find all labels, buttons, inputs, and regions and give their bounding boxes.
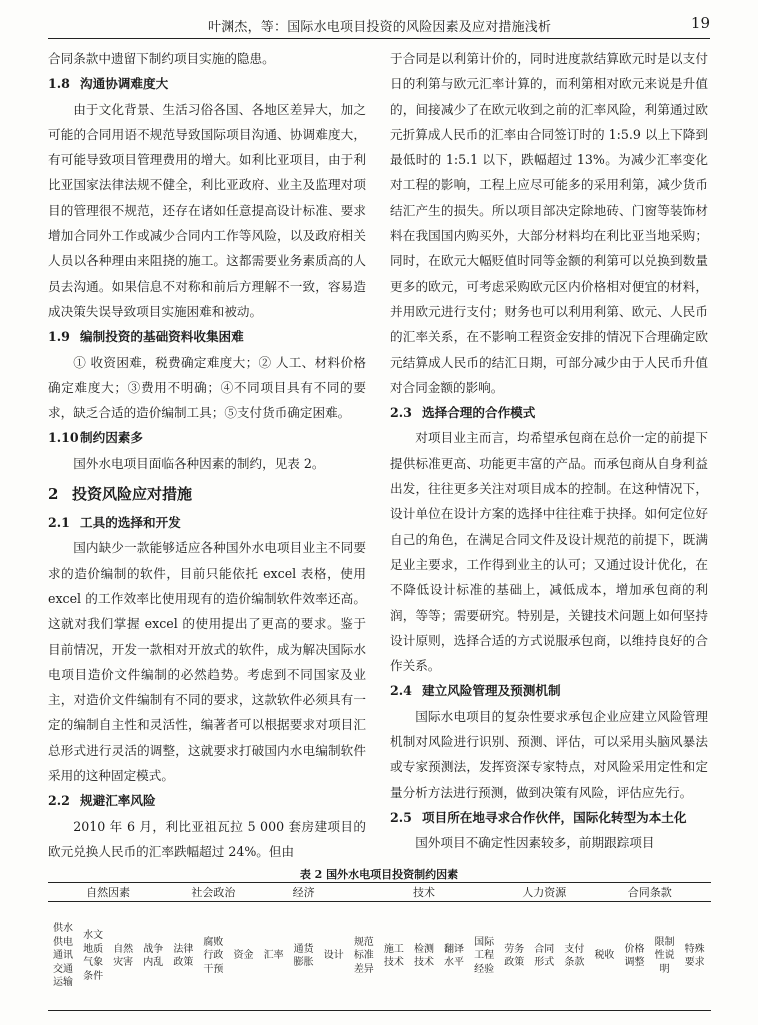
table-cell (469, 902, 499, 1011)
constraint-factors-table (48, 882, 710, 1011)
table-cell (499, 902, 529, 1011)
paragraph: 国内缺少一款能够适应各种国外水电项目业主不同要求的造价编制的软件，目前只能依托 excel 表格，使用 excel 的工作效率比使用现有的造价编制软件效率还高。这就对我们掌握 excel 的使用提出了更高的要求。鉴于目前情况，开发一款相对开放式的软件，成为解决国际水电项目造价文件编制的必然趋势。考虑到不同国家及业主，对造价文件编制有不同的要求，这款软件必须具有一定的编制自主性和灵活性，编著者可以根据要求对项目汇总形式进行灵活的调整，这就要求打破国内水电编制软件采用的这种固定模式。 (48, 540, 366, 784)
table-cell (619, 902, 649, 1011)
section-title: 沟通协调难度大 (80, 76, 169, 92)
table-cell (48, 902, 78, 1011)
table-cell (168, 902, 198, 1011)
paragraph: 由于文化背景、生活习俗各国、各地区差异大，加之可能的合同用语不规范导致国际项目沟通、协调难度大，有可能导致项目管理费用的增大。如利比亚项目，由于利比亚国家法律法规不健全，利比亚政府、业主及监理对项目的管理很不规范，还存在诸如任意提高设计标准、要求增加合同外工作或减少合同内工作等风险，以及政府相关人员以各种理由来阻挠的施工。这都需要业务素质高的人员去沟通。如果信息不对称和前后方理解不一致，容易造成决策失误导致项目实施困难和被动。 (48, 101, 366, 319)
section-heading-1-10 (48, 425, 366, 450)
section-title: 规避汇率风险 (80, 793, 156, 809)
section-title: 编制投资的基础资料收集困难 (80, 329, 244, 345)
section-number: 1.10 (48, 430, 79, 446)
table-cell (379, 902, 409, 1011)
cell-text: 施工 技术 (383, 943, 404, 968)
page-header (48, 10, 710, 38)
cell-text: 翻译 水平 (444, 943, 465, 968)
cell-text: 设计 (323, 950, 344, 962)
section-title: 建立风险管理及预测机制 (422, 683, 561, 699)
cell-text: 劳务 政策 (504, 943, 525, 968)
cell-text: 自然 灾害 (113, 943, 134, 968)
group-header-social-political: 社会政治 (191, 886, 236, 899)
cell-text: 水文 地质 气象 条件 (83, 930, 104, 982)
table-cell (680, 902, 710, 1011)
right-column (390, 46, 708, 856)
paragraph: 对项目业主而言，均希望承包商在总价一定的前提下提供标准更高、功能更丰富的产品。而承包商从自身利益出发，往往更多关注对项目成本的控制。在这种情况下，设计单位在设计方案的选择中往往难于抉择。如何定位好自己的角色，在满足合同文件及设计规范的前提下，既满足业主要求，工作得到业主的认可；又通过设计优化，在不降低设计标准的基础上，减低成本，增加承包商的利润，等等；需要研究。特别是，关键技术问题上如何坚持设计原则，选择合适的方式说服承包商，以维持良好的合作关系。 (390, 430, 708, 674)
section-heading-2-4 (390, 678, 708, 703)
group-header-technical: 技术 (412, 886, 435, 899)
cell-text: 合同 形式 (534, 943, 555, 968)
cell-text: 战争 内乱 (143, 943, 164, 968)
paragraph: 合同条款中遗留下制约项目实施的隐患。 (48, 51, 275, 66)
group-header-contract: 合同条款 (627, 886, 672, 899)
section-number: 2 (48, 485, 59, 504)
paragraph: 2010 年 6 月，利比亚祖瓦拉 5 000 套房建项目的欧元兑换人民币的汇率跌幅超过 24%。但由 (48, 818, 366, 859)
cell-text: 税收 (594, 950, 615, 962)
table-cell (529, 902, 559, 1011)
cell-text: 支付 条款 (564, 943, 585, 968)
table-cell (409, 902, 439, 1011)
section-title: 工具的选择和开发 (80, 515, 181, 531)
section-heading-2 (48, 480, 366, 508)
section-number: 2.5 (390, 809, 412, 825)
group-header-economic: 经济 (292, 886, 315, 899)
group-header-natural: 自然因素 (86, 886, 131, 899)
cell-text: 价格 调整 (624, 943, 645, 968)
section-heading-1-8 (48, 71, 366, 96)
section-number: 1.9 (48, 329, 70, 345)
table-group-header-row (48, 883, 710, 902)
left-column (48, 46, 366, 864)
table-cell (228, 902, 258, 1011)
table-cell (650, 902, 680, 1011)
paragraph: 国外水电项目面临各种因素的制约，见表 2。 (73, 455, 325, 471)
table-cell (439, 902, 469, 1011)
cell-text: 汇率 (263, 950, 284, 962)
header-rule (48, 38, 710, 39)
cell-text: 供水 供电 通讯 交通 运输 (53, 923, 74, 989)
table-cell (589, 902, 619, 1011)
table-cell (198, 902, 228, 1011)
section-heading-2-1 (48, 510, 366, 535)
page-number: 19 (690, 14, 710, 32)
cell-text: 法律 政策 (173, 943, 194, 968)
table-cell (138, 902, 168, 1011)
section-title: 选择合理的合作模式 (422, 405, 536, 421)
paragraph: ① 收资困难，税费确定难度大；② 人工、材料价格确定难度大；③费用不明确；④不同项目具有不同的要求，缺乏合适的造价编制工具；⑤支付货币确定困难。 (48, 354, 366, 421)
section-title: 项目所在地寻求合作伙伴，国际化转型为本土化 (422, 809, 687, 825)
table-cell (108, 902, 138, 1011)
running-title: 叶渊杰，等：国际水电项目投资的风险因素及应对措施浅析 (208, 20, 552, 35)
table-cell (559, 902, 589, 1011)
table-cell (349, 902, 379, 1011)
section-heading-2-3 (390, 400, 708, 425)
cell-text: 腐败 行政 干预 (203, 936, 224, 975)
section-heading-1-9 (48, 324, 366, 349)
section-heading-2-5 (390, 805, 708, 830)
cell-text: 通货 膨胀 (293, 943, 314, 968)
section-title: 制约因素多 (80, 430, 143, 446)
cell-text: 规范 标准 差异 (353, 936, 374, 975)
paragraph: 国际水电项目的复杂性要求承包企业应建立风险管理机制对风险进行识别、预测、评估，可以采用头脑风暴法或专家预测法，发挥资深专家特点，对风险采用定性和定量分析方法进行预测，做到决策有风险，评估应先行。 (390, 708, 708, 800)
cell-text: 资金 (233, 950, 254, 962)
cell-text: 检测 技术 (413, 943, 434, 968)
cell-text: 特殊 要求 (684, 943, 705, 968)
paragraph: 国外项目不确定性因素较多，前期跟踪项目 (415, 835, 655, 851)
section-number: 1.8 (48, 76, 70, 92)
cell-text: 国际 工程 经验 (474, 936, 495, 975)
section-number: 2.3 (390, 405, 412, 421)
group-header-human-resources: 人力资源 (522, 886, 567, 899)
table-cell (289, 902, 319, 1011)
paragraph: 于合同是以利第计价的，同时进度款结算欧元时是以支付日的利第与欧元汇率计算的，而利第相对欧元来说是升值的，间接减少了在欧元收到之前的汇率风险，利第通过欧元折算成人民币的汇率由合同签订时的 1:5.9 以上下降到最低时的 1:5.1 以下，跌幅超过 13%。为减少汇率变化对工程的影响，工程上应尽可能多的采用利第，减少货币结汇产生的损失。所以项目部决定除地砖、门窗等装饰材料在我国国内购买外，大部分材料均在利比亚当地采购；同时，在欧元大幅贬值时同等金额的利第可以兑换到数量更多的欧元，可考虑采购欧元区内价格相对便宜的材料，并用欧元进行支付；财务也可以利用利第、欧元、人民币的汇率关系，在不影响工程资金安排的情况下合理确定欧元结算成人民币的结汇日期，可部分减少由于人民币升值对合同金额的影响。 (390, 51, 708, 395)
table-cell (78, 902, 108, 1011)
table-row (48, 902, 710, 1011)
section-number: 2.1 (48, 515, 70, 531)
factors-table-wrap (48, 882, 710, 1011)
table-caption: 表 2 国外水电项目投资制约因素 (299, 868, 459, 881)
table-cell (319, 902, 349, 1011)
section-title: 投资风险应对措施 (72, 485, 193, 504)
section-number: 2.2 (48, 793, 70, 809)
section-number: 2.4 (390, 683, 412, 699)
cell-text: 限制 性说 明 (654, 936, 675, 975)
section-heading-2-2 (48, 788, 366, 813)
table-cell (259, 902, 289, 1011)
